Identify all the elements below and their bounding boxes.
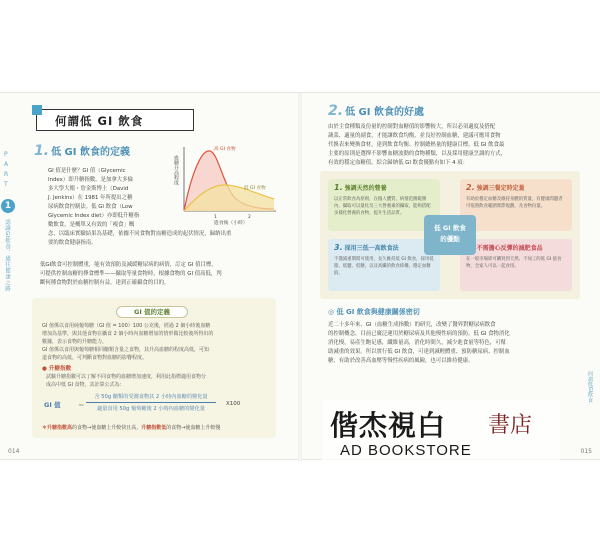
advantage-card-2 (460, 179, 572, 231)
section-heading-2 (328, 103, 424, 119)
part-letter: A (4, 161, 9, 168)
badge-line: 的優點 (440, 235, 460, 243)
title-corner-accent (32, 105, 42, 115)
page-number-right: 015 (580, 448, 592, 455)
text-line: 有效的穩定血糖值，綜合歸納低 GI 飲食優點有如下 4 項： (328, 160, 469, 166)
low-gi-label: 低 GI 食物 (244, 186, 266, 191)
gi-formula (44, 393, 264, 417)
gi-box-title: GI 值的定義 (116, 306, 188, 318)
x-tick-label: 2 (248, 215, 251, 220)
part-side-tab (0, 151, 16, 381)
advantages-center-badge (424, 215, 476, 255)
gi-definition-box (32, 298, 276, 438)
text-line: 近二十多年來，GI（血糖生成指數）的研究，改變了醫界對糖尿病飲食 (328, 322, 496, 328)
text-line: 消化慢，易產生飽足感，纖維量高，消化時間久，減少進食量等特色，可幫 (328, 340, 506, 346)
text-line: 的控制概念，目前已廣泛運用於糖尿病及其他慢性病的預防，低 GI 食物消化 (328, 331, 510, 337)
text-line: 道食物的高低，可判斷食物對血糖的影響程度。 (42, 355, 148, 361)
card-body: 有助於穩定血糖及維持身體的質量，有健康問題者可依照飲食範圍實際規劃，及食物份量。 (466, 197, 563, 209)
gi-note (42, 424, 220, 431)
note-text: 的食物→使血糖上升較快且高， (72, 425, 142, 431)
advantages-box (320, 171, 580, 299)
card-title: 不需擔心反彈的減肥食品 (476, 245, 543, 252)
section-heading-1 (34, 143, 130, 159)
text-line: 增加為基準，與其他食物在攝食 2 個小時內血糖增加的情形做比較後所得出的 (42, 331, 214, 337)
watermark-logo-cn: 偕杰視白 (330, 409, 447, 442)
card-title: 3. 採用三低一高飲食法 (334, 243, 399, 252)
watermark-logo-en: AD BOOKSTORE (340, 442, 472, 459)
card-title: 2. 強調三餐定時定量 (466, 183, 525, 192)
x-tick-label: 1 (214, 215, 217, 220)
formula-label: GI 值 (44, 401, 61, 409)
card-body: 以正常飲食為原則，在個人體質、病情范圍範圍內，攝取可以量化及三大營養素的攝取，能夠搭配多樣化營養的食物，提升生活品質。 (334, 197, 431, 216)
text-line: Glycemic Index diet）亦即低升糖指 (48, 213, 140, 219)
text-line: J. Jenkins）在 1981 年所提出之糖 (48, 195, 133, 201)
text-line: 數據，表示食物的升糖能力。 (42, 339, 108, 345)
y-axis-label: 血糖升高程度 (173, 155, 179, 185)
part-letter: R (4, 171, 9, 178)
chapter-title: 何謂低 GI 飲食 (55, 114, 144, 128)
card-title: 1. 強調天然的營養 (334, 183, 387, 192)
card-body: 在一般市場即可購買到天然、不加工的低 GI 值食物，全家人可以一起食用。 (466, 257, 562, 269)
text-line: Index）即升糖指數，是加拿大多倫 (48, 177, 133, 183)
text-line: 糖，有助於改善高血壓等慢性疾病的風險，也可以維持健康。 (328, 358, 474, 364)
watermark-store-text: 書店 (488, 413, 533, 438)
note-text: 的食物→使血糖上升較慢 (166, 425, 221, 431)
text-line: 要的飲食健康指南。 (48, 240, 97, 246)
text-line: 由於主食種類及份量的控制對血糖值的影響較大，所以必須適度及搭配 (328, 124, 496, 130)
right-side-label: 何謂低GI飲食 (587, 371, 593, 403)
fraction-bar (86, 402, 216, 403)
part-letter: T (4, 181, 8, 188)
x-axis-label: 進食後（小時） (214, 221, 248, 225)
health-paragraph (328, 321, 580, 366)
gi-sub-paragraph (46, 373, 270, 389)
text-line: 試驗升糖指數可以了解不同食物的血糖增加速度，利用此指標適用食物分 (46, 374, 207, 380)
text-line: 數飲食，是概單又有效的「瘦食」概 (48, 222, 135, 228)
formula-fraction (86, 393, 216, 412)
control-paragraph (40, 261, 280, 288)
text-line: 主要的原則是選擇不影響血糖波動的食物種類，以及採用健康烹調的方式， (328, 151, 506, 157)
formula-equals: ＝ (78, 401, 85, 409)
text-line: 尿病飲食控制法。低 GI 飲食（Low (48, 204, 133, 210)
note-highlight: ＊升糖指數高 (42, 425, 73, 431)
high-gi-label: 高 GI 食物 (214, 147, 236, 152)
text-line: 多大學大衛・詹金斯博士（David (48, 186, 129, 192)
part-label: 認識GI飲食，通往健康之路 (4, 219, 10, 292)
text-line: GI 值係以食用純葡萄糖（GI 值 = 100）100 公克後，經過 2 個小時後血糖 (42, 323, 211, 329)
formula-multiplier: X100 (226, 401, 241, 407)
text-line: 助減重的效果。所以實行低 GI 飲食，可達到減輕體重、預防糖尿病、控制血 (328, 349, 510, 355)
card-body: 不僅減重期間可使用，長久維持低 GI 飲食，採用低脂、低鹽、低糖，以及高纖的飲食結構，穩定血糖值。 (334, 257, 434, 276)
gi-box-paragraph (42, 322, 270, 362)
text-line: 代換表來變換食材，達到飲食均衡、控制總熱量的健康目標。低 GI 飲食最 (328, 142, 505, 148)
part-number-badge: 1 (1, 199, 15, 213)
text-line: 斷何種食物對於血糖控制有益，達到正確攝食的目的。 (40, 280, 170, 286)
page-number-left: 014 (8, 448, 20, 455)
left-page (0, 93, 300, 461)
text-line: 蔬菜、適量的副食，才能讓飲食均衡，並良好控制血糖，建議可應用食物 (328, 133, 501, 139)
section-number: 2. (328, 103, 344, 119)
note-highlight: 升糖指數低 (141, 425, 167, 431)
text-line: 可提供控制血糖的擇食標準——攝取等量食物時，根據食物的 GI 值高低，判 (40, 271, 222, 277)
section-heading-3: ◎ 低 GI 飲食與健康關係密切 (328, 308, 420, 316)
section-number: 1. (34, 143, 50, 159)
formula-numerator: 含 50g 醣類的受測食物其 2 小時內血糖的變化量 (94, 394, 208, 400)
part-letter: P (4, 151, 8, 158)
formula-denominator: 適量食用 50g 葡萄糖後 2 小時內血糖的變化量 (97, 406, 205, 412)
chapter-title-box (36, 109, 194, 131)
advantage-card-4 (460, 239, 572, 291)
badge-line: 低 GI 飲食 (434, 224, 466, 232)
text-line: 念，以臨床實驗結果為基礎，依據不同食物對血糖造成的起伏情況，歸納出重 (48, 231, 232, 237)
gi-subheading: ● 升糖指數 (42, 366, 72, 372)
benefits-paragraph (328, 123, 580, 168)
section-title: 低 GI 飲食的好處 (345, 107, 424, 118)
section-title: 低 GI 飲食的定義 (51, 147, 130, 158)
text-line: GI 值是什麼？GI 值（Glycemic (48, 168, 126, 174)
text-line: GI 值係以食用與葡萄糖相同醣類含量之食物，其升高血糖的程度高低，可知 (42, 347, 209, 353)
text-line: 成高中低 GI 食物，其計算公式為： (46, 382, 125, 388)
text-line: 低GI飲食可控制體重，能有效預防及減緩糖尿病的病情，訂定 GI 值目標， (40, 262, 217, 268)
glycemic-response-chart (170, 141, 280, 225)
